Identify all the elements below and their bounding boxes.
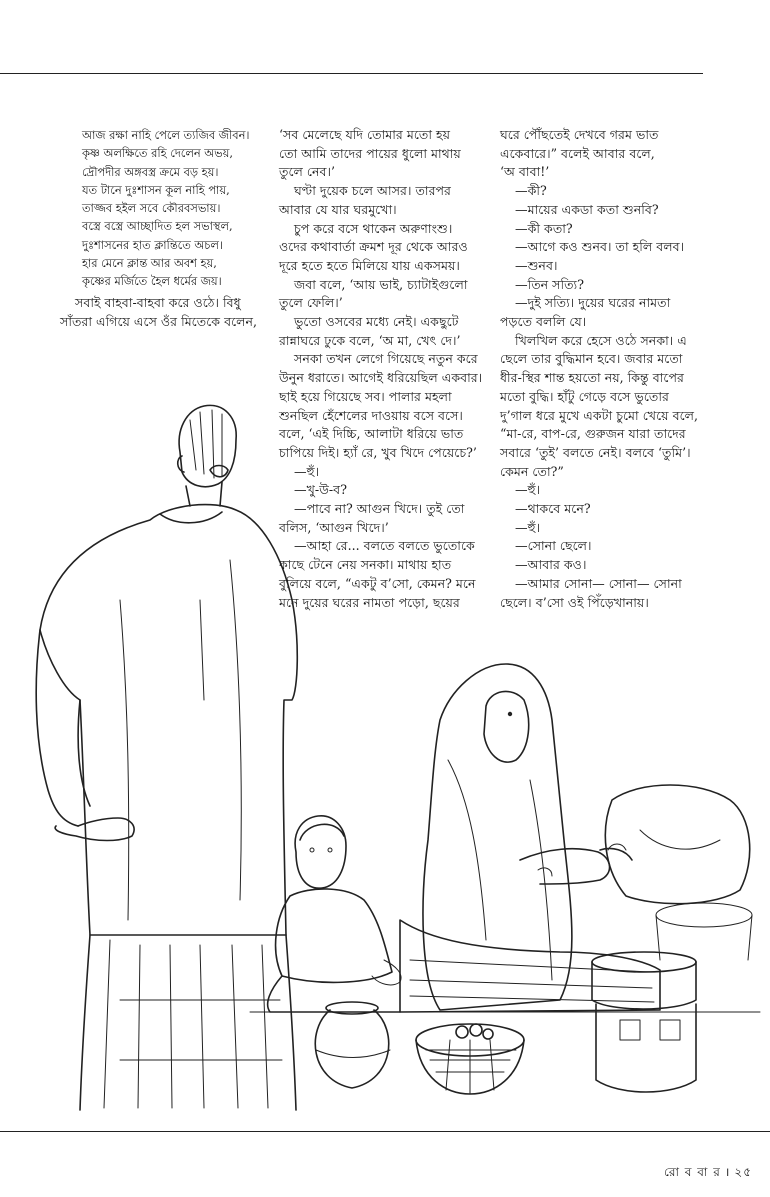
magazine-name: রো ব বা র bbox=[664, 1165, 721, 1179]
poem-line: দুঃশাসনের হাত ক্লান্তিতে অচল। bbox=[82, 237, 223, 252]
text-line: —কী? bbox=[515, 183, 547, 199]
text-line: —আগে কও শুনব। তা হলি বলব। bbox=[515, 239, 685, 255]
seated-boy-figure bbox=[268, 816, 401, 1012]
text-line: ছেলে। ব’সো ওই পিঁড়েখানায়। bbox=[500, 594, 649, 610]
folio-separator: । bbox=[724, 1165, 731, 1179]
bottom-rule bbox=[0, 1131, 770, 1132]
text-line: —হুঁ। bbox=[294, 463, 320, 479]
text-line: ঘণ্টা দুয়েক চলে আসর। তারপর bbox=[294, 183, 451, 199]
text-line: —খু-উ-ব? bbox=[294, 482, 347, 498]
standing-man-figure bbox=[36, 405, 297, 1110]
poem-line: যত টানে দুঃশাসন কূল নাহি পায়, bbox=[82, 182, 230, 197]
poem-line: হার মেনে ক্লান্ত আর অবশ হয়, bbox=[82, 256, 217, 271]
text-line: দূরে হতে হতে মিলিয়ে যায় একসময়। bbox=[279, 257, 460, 273]
text-line: সনকা তখন লেগে গিয়েছে নতুন করে bbox=[294, 351, 478, 367]
text-line: —হুঁ। bbox=[515, 482, 541, 498]
text-line: ‘সব মেলেছে যদি তোমার মতো হয় bbox=[279, 127, 451, 142]
text-line: খিলখিল করে হেসে ওঠে সনকা। এ bbox=[515, 332, 687, 348]
text-line: সবারে ‘তুই’ বলতে নেই। বলবে ‘তুমি’। bbox=[500, 444, 691, 460]
text-line: ছেলে তার বুদ্ধিমান হবে। জবার মতো bbox=[500, 351, 683, 367]
text-line: —থাকবে মনে? bbox=[515, 501, 591, 517]
text-line: বুলিয়ে বলে, “একটু ব’সো, কেমন? মনে bbox=[279, 575, 476, 591]
text-line: চাপিয়ে দিই। হ্যাঁ রে, খুব খিদে পেয়েচে?’ bbox=[279, 444, 477, 460]
text-line: তুলে ফেলি।’ bbox=[279, 295, 343, 311]
text-line: আবার যে যার ঘরমুখো। bbox=[279, 201, 397, 217]
text-line: —দুই সত্যি। দুয়ের ঘরের নামতা bbox=[515, 295, 671, 311]
text-line: সবাই বাহবা-বাহবা করে ওঠে। বিধু bbox=[75, 295, 241, 310]
text-line: —সোনা ছেলে। bbox=[515, 538, 592, 554]
seated-woman-figure bbox=[400, 664, 660, 1012]
page-folio bbox=[662, 1163, 754, 1184]
text-line: একেবারে।” বলেই আবার বলে, bbox=[500, 145, 655, 161]
poem-line: বস্ত্রে বস্ত্রে আচ্ছাদিত হল সভাস্থল, bbox=[82, 219, 233, 234]
text-line: ছাই হয়ে গিয়েছে সব। পালার মহলা bbox=[279, 388, 452, 404]
text-line: ‘অ বাবা!’ bbox=[500, 164, 550, 180]
text-line: মনে দুয়ের ঘরের নামতা পড়ো, ছয়ের bbox=[279, 594, 460, 610]
text-line: তুলে নেব।’ bbox=[279, 164, 336, 180]
text-line: ধীর-স্থির শান্ত হয়তো নয়, কিন্তু বাপের bbox=[500, 370, 684, 386]
text-line: —শুনব। bbox=[515, 257, 558, 273]
text-line: ভুতো ওসবের মধ্যে নেই। একছুটে bbox=[294, 314, 459, 330]
text-line: —আহা রে... বলতে বলতে ভুতোকে bbox=[294, 538, 475, 554]
text-line: —তিন সত্যি? bbox=[515, 276, 584, 292]
text-line: শুনছিল হেঁশেলের দাওয়ায় বসে বসে। bbox=[279, 407, 463, 423]
text-line: রান্নাঘরে ঢুকে বলে, ‘অ মা, খেৎ দে।’ bbox=[279, 332, 461, 348]
text-line: ঘরে পৌঁছতেই দেখবে গরম ভাত bbox=[500, 127, 659, 142]
text-line: মতো বুদ্ধি। হাঁটু গেড়ে বসে ভুতোর bbox=[500, 388, 669, 404]
poem-line: আজ রক্ষা নাহি পেলে ত্যজিব জীবন। bbox=[82, 128, 250, 142]
poem-line: তাজ্জব হইল সবে কৌরবসভায়। bbox=[82, 201, 221, 216]
text-line: —আবার কও। bbox=[515, 557, 587, 573]
poem-line: কৃষ্ণ অলক্ষিতে রহি দেলেন অভয়, bbox=[82, 146, 233, 161]
text-line: তো আমি তাদের পায়ের ধুলো মাথায় bbox=[279, 145, 461, 161]
text-line: জবা বলে, ‘আয় ভাই, চ্যাটাইগুলো bbox=[294, 276, 468, 292]
clay-pot bbox=[315, 1002, 390, 1088]
text-line: উনুন ধরাতে। আগেই ধরিয়েছিল একবার। bbox=[279, 370, 483, 386]
text-line: —হুঁ। bbox=[515, 519, 541, 535]
text-line: বলিস, ‘আগুন খিদে।’ bbox=[279, 519, 389, 535]
text-line: —পাবে না? আগুন খিদে। তুই তো bbox=[294, 501, 465, 517]
text-line: বলে, ‘এই দিচ্চি, আলাটা ধরিয়ে ভাত bbox=[279, 426, 464, 442]
text-line: কাছে টেনে নেয় সনকা। মাথায় হাত bbox=[279, 557, 452, 573]
page-number: ২৫ bbox=[734, 1165, 752, 1179]
text-line: দু’গাল ধরে মুখে একটা চুমো খেয়ে বলে, bbox=[500, 407, 699, 423]
text-line: —আমার সোনা— সোনা— সোনা bbox=[515, 575, 682, 591]
stove-and-pot bbox=[592, 903, 752, 1092]
sack-bundle bbox=[605, 785, 749, 904]
text-line: সাঁতরা এগিয়ে এসে ওঁর মিতেকে বলেন, bbox=[60, 313, 258, 329]
text-line: “মা-রে, বাপ-রে, গুরুজন যারা তাদের bbox=[500, 426, 686, 442]
text-line: পড়তে বললি যে। bbox=[500, 314, 587, 330]
text-line: চুপ করে বসে থাকেন অরুণাংশু। bbox=[294, 220, 453, 236]
text-line: কেমন তো?” bbox=[500, 463, 564, 479]
text-line: ওদের কথাবার্তা ক্রমশ দূর থেকে আরও bbox=[279, 239, 468, 255]
text-line: —কী কতা? bbox=[515, 220, 573, 236]
basket-with-eggs bbox=[416, 1024, 524, 1094]
text-line: —মায়ের একডা কতা শুনবি? bbox=[515, 201, 659, 217]
poem-line: দ্রৌপদীর অঙ্গবস্ত্র ক্রমে বড় হয়। bbox=[82, 164, 219, 179]
poem-line: কৃষ্ণের মর্জিতে হৈল ধর্মের জয়। bbox=[82, 274, 222, 289]
